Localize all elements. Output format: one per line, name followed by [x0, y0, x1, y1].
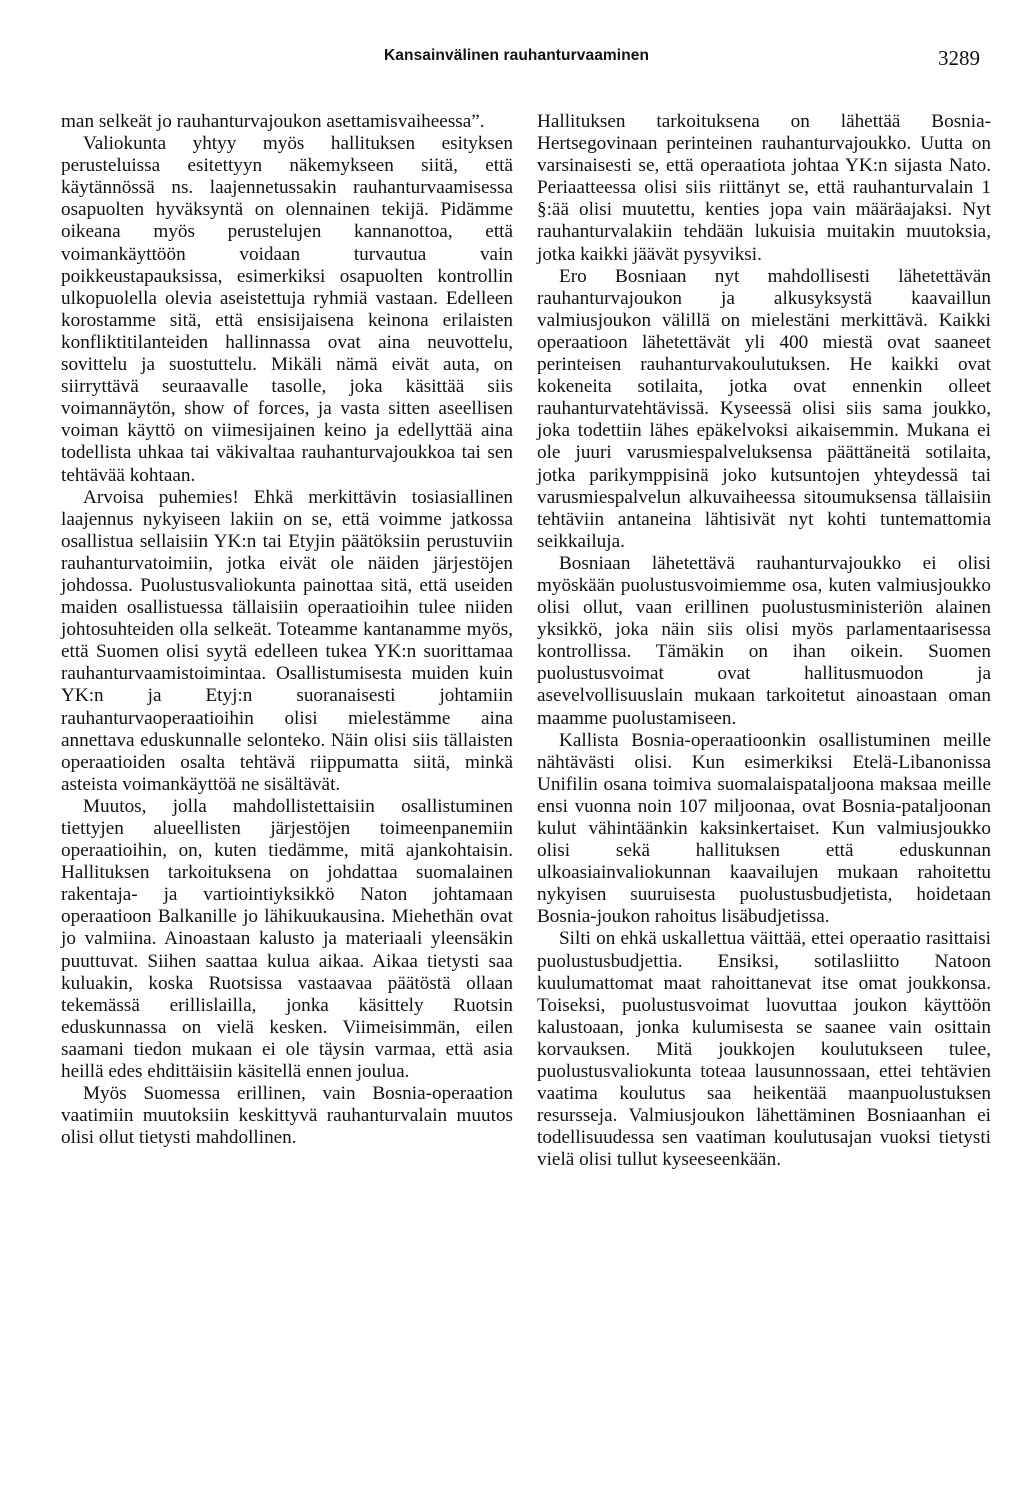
paragraph: Myös Suomessa erillinen, vain Bosnia-operaation vaatimiin muutoksiin keskittyvä rauhanturvalain muutos olisi ollut tietysti mahdollinen.: [61, 1083, 513, 1149]
paragraph: Valiokunta yhtyy myös hallituksen esityksen perusteluissa esitettyyn näkemykseen siitä, että käytännössä ns. laajennetussakin rauhanturvaamisessa osapuolten hyväksyntä on olennainen tekijä. Pidämme oikeana myös perustelujen kannanottoa, että voimankäyttöön voidaan turvautua vain poikkeustapauksissa, esimerkiksi osapuolten kontrollin ulkopuolella olevia aseistettuja ryhmiä vastaan. Edelleen korostamme sitä, että ensisijaisena keinona erilaisten konfliktitilanteiden hallinnassa ovat aina neuvottelu, sovittelu ja suostuttelu. Mikäli nämä eivät auta, on siirryttävä seuraavalle tasolle, joka käsittää siis voimannäytön, show of forces, ja vasta sitten aseellisen voiman käyttö on viimesijainen keino ja edellyttää aina todellista uhkaa tai väkivaltaa rauhanturvajoukkoa tai sen tehtävää kohtaan.: [61, 133, 513, 486]
paragraph: man selkeät jo rauhanturvajoukon asettamisvaiheessa”.: [61, 111, 485, 132]
running-title: Kansainvälinen rauhanturvaaminen: [384, 47, 650, 64]
paragraph: Muutos, jolla mahdollistettaisiin osallistuminen tiettyjen alueellisten järjestöjen toimeenpanemiin operaatioihin, on, kuten tiedämme, mitä ajankohtaisin. Hallituksen tarkoituksena on johdattaa suomalainen rakentaja- ja vartiointiyksikkö Naton johtamaan operaatioon Balkanille jo lähikuukausina. Miehethän ovat jo valmiina. Ainoastaan kalusto ja materiaali yleensäkin puuttuvat. Siihen saattaa kulua aikaa. Aikaa tietysti saa kuluakin, koska Ruotsissa vastaavaa päätöstä ollaan tekemässä erillislailla, jonka käsittely Ruotsin eduskunnassa on vielä kesken. Viimeisimmän, eilen saamani tiedon mukaan ei ole täysin varmaa, että asia heillä edes ehdittäisiin käsitellä ennen joulua.: [61, 795, 513, 1083]
paragraph: Ero Bosniaan nyt mahdollisesti lähetettävän rauhanturvajoukon ja alkusyksystä kaavaillun valmiusjoukon välillä on mielestäni merkittävä. Kaikki operaatioon lähetettävät yli 400 miestä ovat saaneet perinteisen rauhanturvakoulutuksen. He kaikki ovat kokeneita sotilaita, jotka ovat ennenkin olleet rauhanturvatehtävissä. Kyseessä olisi siis sama joukko, joka todettiin lähes epäkelvoksi aikaisemmin. Mukana ei ole juuri varusmiespalveluksensa päättäneitä sotilaita, jotka parikymppisinä joko kutsuntojen yhteydessä tai varusmiespalvelun alkuvaiheessa sitoumuksensa tällaisiin tehtäviin antaneina lähtisivät nyt kohti tuntemattomia seikkailuja.: [537, 265, 991, 552]
page-number: 3289: [938, 46, 980, 70]
paragraph: Bosniaan lähetettävä rauhanturvajoukko ei olisi myöskään puolustusvoimiemme osa, kuten valmiusjoukko olisi ollut, vaan erillinen puolustusministeriön alainen yksikkö, joka näin siis olisi myös parlamentaarisessa kontrollissa. Tämäkin on ihan oikein. Suomen puolustusvoimat ovat hallitusmuodon ja asevelvollisuuslain mukaan tarkoitetut ainoastaan oman maamme puolustamiseen.: [537, 552, 991, 729]
paragraph: Arvoisa puhemies! Ehkä merkittävin tosiasiallinen laajennus nykyiseen lakiin on se, että voimme jatkossa osallistua sellaisiin YK:n tai Etyjin päätöksiin perustuviin rauhanturvatoimiin, jotka eivät ole näiden järjestöjen johdossa. Puolustusvaliokunta painottaa sitä, että useiden maiden osallistuessa tällaisiin operaatioihin tulee niiden johtosuhteiden olla selkeät. Toteamme kantanamme myös, että Suomen olisi syytä edelleen tukea YK:n suorittamaa rauhanturvaamistoimintaa. Osallistumisesta muiden kuin YK:n ja Etyj:n suoranaisesti johtamiin rauhanturvaoperaatioihin olisi mielestämme aina annettava eduskunnalle selonteko. Näin olisi siis tällaisten operaatioiden osalta tehtävä riippumatta siitä, minkä asteista voimankäyttöä ne sisältävät.: [61, 486, 513, 795]
left-column: [61, 111, 513, 1149]
paragraph: Kallista Bosnia-operaatioonkin osallistuminen meille nähtävästi olisi. Kun esimerkiksi Etelä-Libanonissa Unifilin osana toimiva suomalaispataljoona maksaa meille ensi vuonna noin 107 miljoonaa, ovat Bosnia-pataljoonan kulut vähintäänkin kaksinkertaiset. Kun valmiusjoukko olisi sekä hallituksen että eduskunnan ulkoasiainvaliokunnan kaavailujen mukaan rahoitettu nykyisen suuruisesta puolustusbudjetista, hoidetaan Bosnia-joukon rahoitus lisäbudjetissa.: [537, 729, 991, 928]
paragraph: Hallituksen tarkoituksena on lähettää Bosnia-Hertsegovinaan perinteinen rauhanturvajoukko. Uutta on varsinaisesti se, että operaatiota johtaa YK:n sijasta Nato. Periaatteessa olisi siis riittänyt se, että rauhanturvalain 1 §:ää olisi muutettu, kenties jopa vain määräajaksi. Nyt rauhanturvalakiin tehdään lukuisia muitakin muutoksia, jotka kaikki jäävät pysyviksi.: [537, 111, 991, 265]
paragraph: Silti on ehkä uskallettua väittää, ettei operaatio rasittaisi puolustusbudjettia. Ensiksi, sotilasliitto Natoon kuulumattomat maat rahoittanevat itse omat joukkonsa. Toiseksi, puolustusvoimat luovuttaa joukon käyttöön kalustoaan, jonka kulumisesta se saanee vain osittain korvauksen. Mitä joukkojen koulutukseen tulee, puolustusvaliokunta toteaa lausunnossaan, ettei tehtävien vaatima koulutus saa heikentää maanpuolustuksen resursseja. Valmiusjoukon lähettäminen Bosniaanhan ei todellisuudessa sen vaatiman koulutusajan vuoksi tietysti vielä olisi tullut kyseeseenkään.: [537, 928, 991, 1171]
right-column: [537, 111, 991, 1172]
